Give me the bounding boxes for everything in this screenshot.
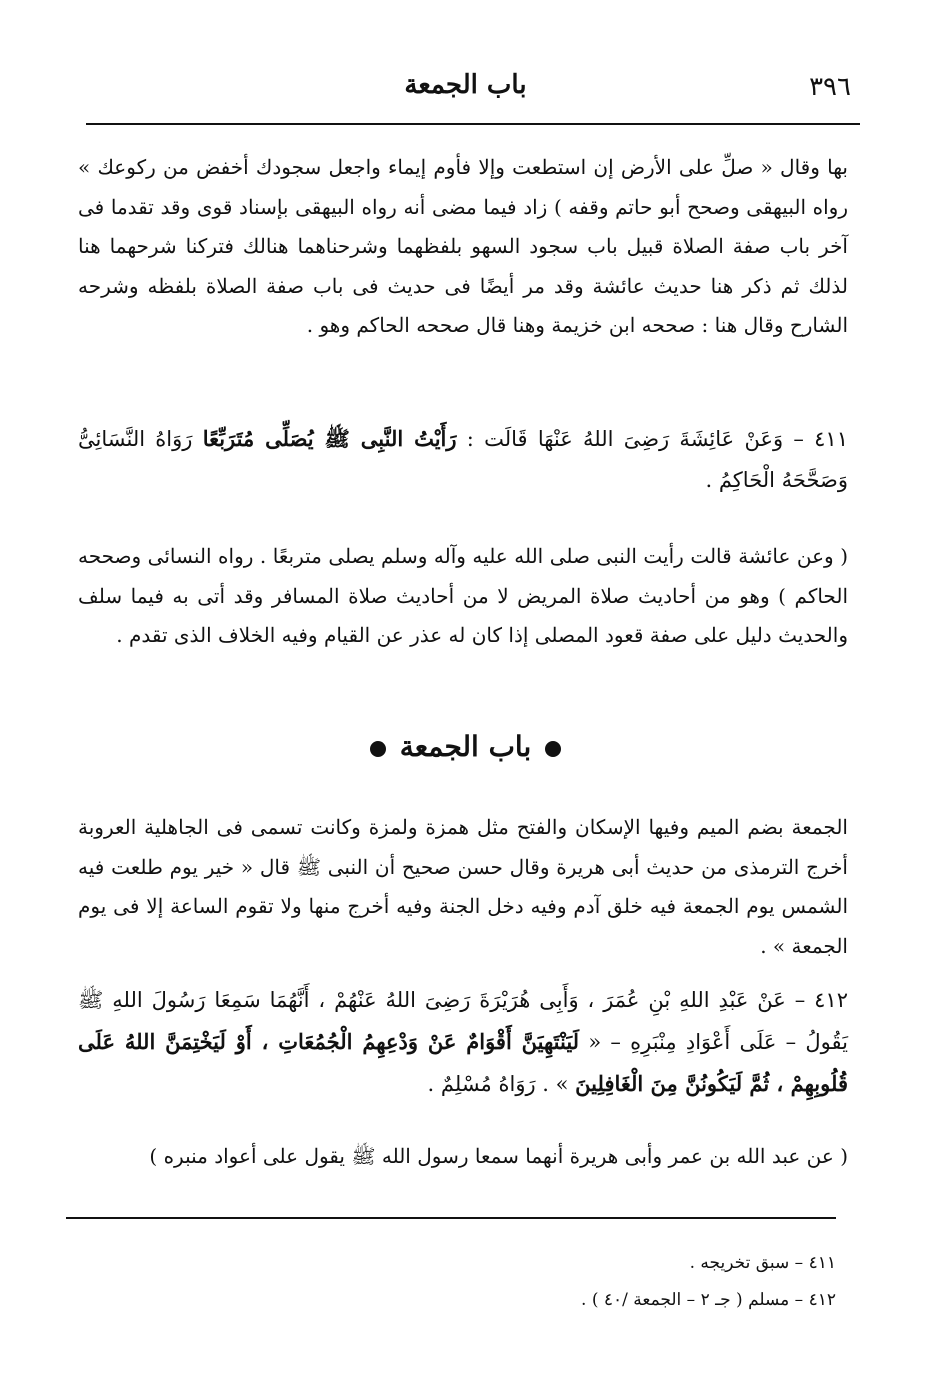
hadith-411 bbox=[78, 418, 848, 501]
hadith-text: وَعَنْ عَائِشَةَ رَضِىَ اللهُ عَنْهَا قَالَت : bbox=[466, 427, 784, 451]
footnotes bbox=[440, 1245, 836, 1319]
page-number: ٣٩٦ bbox=[809, 72, 851, 102]
hadith-412 bbox=[78, 980, 848, 1105]
commentary-paragraph: ( عن عبد الله بن عمر وأبى هريرة أنهما سمعا رسول الله ﷺ يقول على أعواد منبره ) bbox=[149, 1144, 848, 1168]
bullet-icon bbox=[545, 741, 561, 757]
hadith-matn: رَأَيْتُ النَّبِى ﷺ يُصَلِّى مُتَرَبِّعًا bbox=[202, 426, 457, 451]
hadith-number: ٤١٢ – bbox=[794, 988, 848, 1012]
commentary-paragraph: ( وعن عائشة قالت رأيت النبى صلى الله عليه وآله وسلم يصلى متربعًا . رواه النسائى وصححه الحاكم ) وهو من أحاديث صلاة المريض لا من أحاديث صلاة المسافر وقد أتى به فيما سلف والحديث دليل على صفة قعود المصلى إذا كان له عذر عن القيام وفيه الخلاف الذى تقدم . bbox=[78, 544, 848, 647]
header-rule bbox=[86, 123, 860, 125]
hadith-text: عَنْ عَبْدِ اللهِ بْنِ عُمَرَ ، وَأَبِى هُرَيْرَةَ رَضِىَ اللهُ عَنْهُمْ ، أَنَّهُمَا سَمِعَا رَسُولَ اللهِ ﷺ يَقُولُ – عَلَى أَعْوَادِ مِنْبَرِهِ – « bbox=[78, 988, 848, 1054]
section-heading bbox=[80, 730, 851, 763]
hadith-source: رَوَاهُ النَّسَائِىُّ وَصَحَّحَهُ الْحَاكِمُ . bbox=[78, 427, 848, 492]
footnote-item: ٤١٢ – مسلم ( جـ ٢ – الجمعة /٤٠ ) . bbox=[581, 1290, 836, 1310]
bullet-icon bbox=[370, 741, 386, 757]
hadith-source: » . رَوَاهُ مُسْلِمٌ . bbox=[427, 1072, 569, 1096]
page-header bbox=[80, 56, 851, 116]
hadith-matn: لَيَنْتَهِيَنَّ أَقْوَامٌ عَنْ وَدْعِهِمُ الْجُمُعَاتِ ، أَوْ لَيَخْتِمَنَّ اللهُ عَلَى قُلُوبِهِمْ ، ثُمَّ لَيَكُونُنَّ مِنَ الْغَافِلِينَ bbox=[78, 1029, 848, 1096]
footnote-item: ٤١١ – سبق تخريجه . bbox=[689, 1253, 836, 1273]
commentary-paragraph: بها وقال « صلِّ على الأرض إن استطعت وإلا فأوم إيماء واجعل سجودك أخفض من ركوعك » رواه البيهقى وصحح أبو حاتم وقفه ) زاد فيما مضى أنه رواه البيهقى بإسناد قوى وقد تقدما فى آخر باب صفة الصلاة قبيل باب سجود السهو بلفظهما وشرحناهما هنالك فتركنا شرحهما هنا لذلك ثم ذكر هنا حديث عائشة وقد مر أيضًا فى حديث فى باب صفة الصلاة بلفظه وشرحه الشارح وقال هنا : صححه ابن خزيمة وهنا قال صححه الحاكم وهو . bbox=[78, 155, 848, 337]
footnote-rule bbox=[66, 1217, 836, 1219]
running-title: باب الجمعة bbox=[404, 70, 527, 100]
commentary-paragraph: الجمعة بضم الميم وفيها الإسكان والفتح مثل همزة ولمزة وكانت تسمى فى الجاهلية العروبة أخرج الترمذى من حديث أبى هريرة وقال حسن صحيح أن النبى ﷺ قال « خير يوم طلعت فيه الشمس يوم الجمعة فيه خلق آدم وفيه دخل الجنة وفيه أخرج منها ولا تقوم الساعة إلا فى يوم الجمعة » . bbox=[78, 815, 848, 958]
hadith-number: ٤١١ – bbox=[793, 427, 848, 451]
section-title-text: باب الجمعة bbox=[399, 730, 532, 763]
